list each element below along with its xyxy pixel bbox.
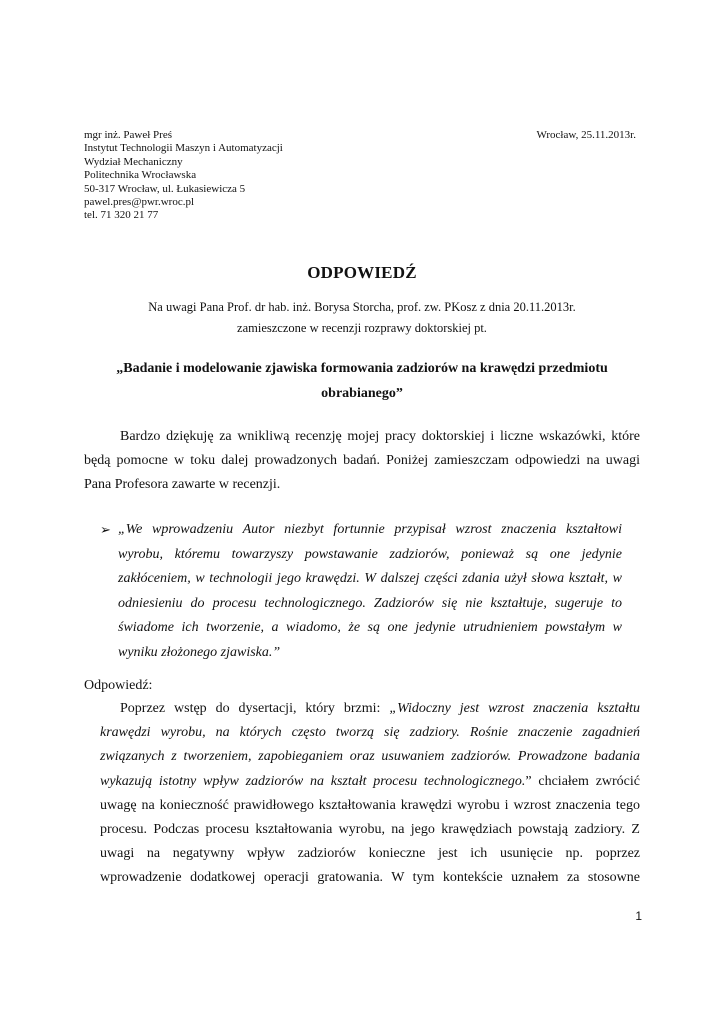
sender-name: mgr inż. Paweł Preś bbox=[84, 129, 172, 141]
answer-line-2 bbox=[100, 721, 640, 745]
thesis-title-line-2: obrabianego” bbox=[321, 386, 403, 401]
answer-paragraph bbox=[100, 697, 640, 891]
thesis-title bbox=[104, 356, 620, 406]
answer-line-1-quote: „Widoczny jest wzrost znaczenia kształtu bbox=[389, 701, 640, 716]
sender-address-block bbox=[84, 129, 283, 223]
quote-line-5: świadome ich tworzenie, a wiadomo, że są one jedynie utrudnieniem powstałym w bbox=[118, 620, 622, 635]
subtitle-line-1: Na uwagi Pana Prof. dr hab. inż. Borysa Storcha, prof. zw. PKosz z dnia 20.11.2013r. bbox=[148, 300, 576, 314]
sender-institute: Instytut Technologii Maszyn i Automatyzacji bbox=[84, 142, 283, 155]
answer-line-6: procesu. Podczas procesu kształtowania wyrobu, na jego krawędziach powstają zadziory. Z bbox=[100, 822, 640, 838]
answer-label: Odpowiedź: bbox=[84, 678, 153, 693]
intro-line-1: Bardzo dziękuję za wnikliwą recenzję mojej pracy doktorskiej i liczne wskazówki, które bbox=[120, 429, 640, 444]
arrow-bullet-icon: ➢ bbox=[100, 522, 111, 537]
sender-email: pawel.pres@pwr.wroc.pl bbox=[84, 196, 195, 209]
answer-line-8: wprowadzenie dodatkowej operacji gratowania. W tym kontekście uznałem za stosowne bbox=[100, 870, 640, 886]
quote-line-6: wyniku złożonego zjawiska.” bbox=[118, 644, 281, 660]
answer-line-4-text: ” chciałem zwrócić bbox=[525, 773, 640, 789]
intro-line-2: będą pomocne w toku dalej prowadzonych badań. Poniżej zamieszczam odpowiedzi na uwagi bbox=[84, 453, 640, 468]
subtitle-line-2: zamieszczone w recenzji rozprawy doktorskiej pt. bbox=[237, 321, 487, 335]
quote-line-1: „We wprowadzeniu Autor niezbyt fortunnie przypisał wzrost znaczenia kształtowi bbox=[118, 522, 622, 537]
sender-street: 50-317 Wrocław, ul. Łukasiewicza 5 bbox=[84, 182, 246, 195]
sender-faculty: Wydział Mechaniczny bbox=[84, 155, 183, 168]
answer-line-2-quote: krawędzi wyrobu, na których często tworzą się zadziory. Rośnie znaczenie zagadnień bbox=[100, 725, 640, 741]
intro-line-3: Pana Profesora zawarte w recenzji. bbox=[84, 477, 281, 492]
document-title: ODPOWIEDŹ bbox=[307, 263, 417, 282]
sender-phone: tel. 71 320 21 77 bbox=[84, 209, 159, 222]
answer-line-5: uwagę na konieczność prawidłowego kształtowania krawędzi wyrobu i wzrost znaczenia tego bbox=[100, 797, 640, 813]
sender-university: Politechnika Wrocławska bbox=[84, 169, 197, 182]
letter-date: Wrocław, 25.11.2013r. bbox=[536, 129, 636, 141]
answer-line-7: uwagi na negatywny wpływ zadziorów konieczne jest ich usunięcie np. poprzez bbox=[100, 846, 640, 862]
answer-line-1 bbox=[100, 697, 640, 721]
answer-line-4 bbox=[100, 770, 640, 794]
quote-line-3: zakłóceniem, w technologii jego krawędzi. W dalszej części zdania użył słowa kształt, w bbox=[118, 571, 622, 586]
answer-line-1-text: Poprzez wstęp do dysertacji, który brzmi: bbox=[120, 701, 390, 716]
answer-line-4-quote: wykazują istotny wpływ zadziorów na kształt procesu technologicznego. bbox=[100, 773, 526, 789]
quote-text bbox=[118, 518, 622, 665]
intro-paragraph bbox=[84, 425, 640, 497]
page-number: 1 bbox=[635, 909, 642, 923]
thesis-title-line-1: „Badanie i modelowanie zjawiska formowania zadziorów na krawędzi przedmiotu bbox=[116, 361, 608, 376]
quote-line-2: wyrobu, któremu towarzyszy powstawanie zadziorów, ponieważ są one jedynie bbox=[118, 546, 622, 562]
answer-line-3-quote: związanych z tworzeniem, zapobieganiem oraz usuwaniem zadziorów. Prowadzone badania bbox=[100, 749, 640, 765]
quote-line-4: odniesieniu do procesu technologicznego. Zadziorów się nie kształtuje, sugeruje to bbox=[118, 595, 622, 611]
answer-line-3 bbox=[100, 745, 640, 769]
